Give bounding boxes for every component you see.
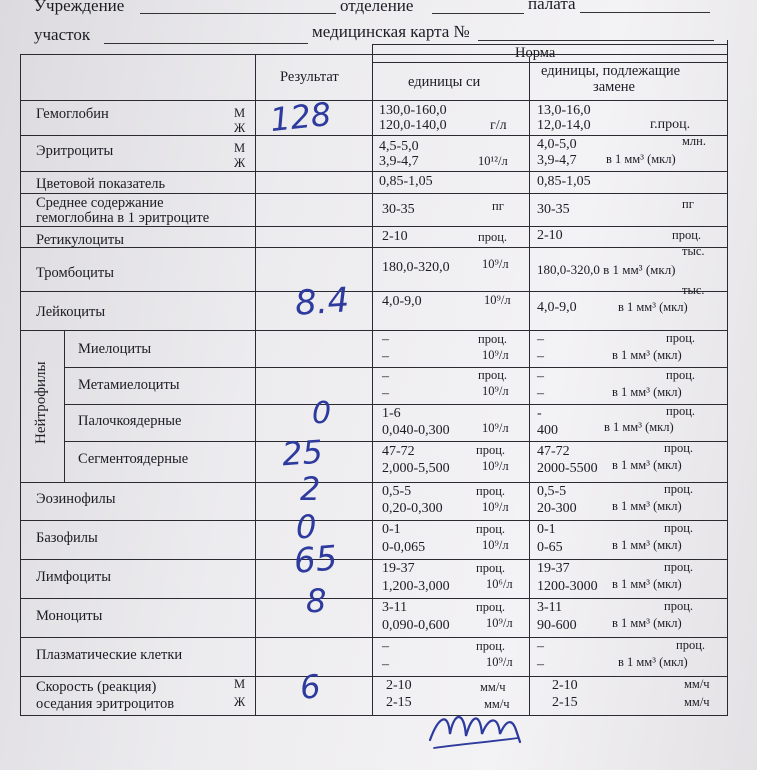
myelocytes-old-1: – (537, 332, 544, 347)
segmented-unit-2: 10⁹/л (482, 459, 509, 473)
erythrocytes-si-unit: 10¹²/л (478, 154, 508, 168)
eosinophils-si-2: 0,20-0,300 (382, 501, 443, 516)
neutrophils-label: Нейтрофилы (33, 361, 49, 444)
reticulocytes-si: 2-10 (382, 229, 408, 244)
lymphocytes-unit-2: 10⁶/л (486, 577, 513, 591)
lymphocytes-unit-1: проц. (476, 561, 506, 575)
monocytes-unit-1: проц. (476, 600, 506, 614)
hemoglobin-old-male: 13,0-16,0 (537, 103, 591, 118)
plasma-old-2: – (537, 657, 544, 672)
monocytes-old-2: 90-600 (537, 618, 577, 633)
metamyelocytes-si-2: – (382, 386, 389, 401)
monocytes-label: Моноциты (36, 608, 103, 624)
myelocytes-unit-2: 10⁹/л (482, 348, 509, 362)
segmented-old-unit-2: в 1 мм³ (мкл) (612, 458, 682, 472)
erythrocytes-si-male: 4,5-5,0 (379, 139, 419, 154)
myelocytes-old-unit-1: проц. (666, 331, 696, 345)
metamyelocytes-si-1: – (382, 369, 389, 384)
metamyelocytes-old-unit-1: проц. (666, 368, 696, 382)
leukocytes-si-unit: 10⁹/л (484, 293, 511, 307)
basophils-old-1: 0-1 (537, 522, 556, 537)
hemoglobin-si-unit: г/л (490, 118, 507, 133)
female-mark: Ж (234, 695, 246, 709)
erythrocytes-label: Эритроциты (36, 143, 114, 159)
metamyelocytes-old-2: – (537, 386, 544, 401)
plasma-cells-label: Плазматические клетки (36, 647, 183, 663)
leukocytes-old-unit: тыс. (682, 283, 705, 297)
plasma-old-unit-1: проц. (676, 638, 706, 652)
color-index-label: Цветовой показатель (36, 176, 166, 192)
myelocytes-si-1: – (382, 332, 389, 347)
lymphocytes-old-unit-2: в 1 мм³ (мкл) (612, 577, 682, 591)
basophils-unit-1: проц. (476, 522, 506, 536)
leukocytes-old: 4,0-9,0 (537, 300, 577, 315)
basophils-old-unit-1: проц. (664, 521, 694, 535)
esr-label: Скорость (реакция) (36, 679, 157, 695)
myelocytes-unit-1: проц. (478, 332, 508, 346)
reticulocytes-label: Ретикулоциты (36, 232, 124, 248)
band-old-1: - (537, 406, 542, 421)
leukocytes-si: 4,0-9,0 (382, 294, 422, 309)
ward-label: палата (528, 0, 576, 13)
lymphocytes-si-1: 19-37 (382, 561, 415, 576)
metamyelocytes-unit-1: проц. (478, 368, 508, 382)
platelets-si: 180,0-320,0 (382, 260, 450, 275)
metamyelocytes-unit-2: 10⁹/л (482, 384, 509, 398)
esr-old-unit-1: мм/ч (684, 677, 710, 691)
lymphocytes-result: 65 (292, 538, 339, 582)
eosinophils-old-unit-1: проц. (664, 482, 694, 496)
segmented-si-1: 47-72 (382, 444, 415, 459)
band-old-unit-2: в 1 мм³ (мкл) (604, 420, 674, 434)
lymphocytes-old-2: 1200-3000 (537, 579, 598, 594)
myelocytes-old-unit-2: в 1 мм³ (мкл) (612, 348, 682, 362)
esr-si-male: 2-10 (386, 678, 412, 693)
esr-label-2: оседания эритроцитов (36, 696, 175, 712)
platelets-si-unit: 10⁹/л (482, 257, 509, 271)
metamyelocytes-old-unit-2: в 1 мм³ (мкл) (612, 385, 682, 399)
band-neutrophils-label: Палочкоядерные (78, 413, 182, 429)
metamyelocytes-old-1: – (537, 369, 544, 384)
monocytes-si-1: 3-11 (382, 600, 408, 615)
basophils-old-2: 0-65 (537, 540, 563, 555)
eosinophils-old-1: 0,5-5 (537, 484, 567, 499)
replace-units-header: единицы, подлежащие (541, 63, 681, 79)
norm-column-header: Норма (515, 45, 556, 61)
band-old-unit-1: проц. (666, 404, 696, 418)
esr-unit-1: мм/ч (480, 680, 506, 694)
band-si-2: 0,040-0,300 (382, 423, 450, 438)
mch-old-unit: пг (682, 197, 694, 211)
esr-result: 6 (298, 667, 323, 707)
hemoglobin-si-male: 130,0-160,0 (379, 103, 447, 118)
hemoglobin-old-female: 12,0-14,0 (537, 118, 591, 133)
band-old-2: 400 (537, 423, 558, 438)
district-label: участок (34, 25, 91, 44)
segmented-result: 25 (280, 432, 324, 474)
platelets-old: 180,0-320,0 в 1 мм³ (мкл) (537, 262, 676, 277)
erythrocytes-old-female: 3,9-4,7 (537, 153, 577, 168)
plasma-si-1: – (382, 639, 389, 654)
plasma-si-2: – (382, 657, 389, 672)
male-mark: М (234, 106, 246, 120)
basophils-label: Базофилы (36, 530, 98, 546)
institution-field-line (140, 13, 336, 14)
basophils-unit-2: 10⁹/л (482, 538, 509, 552)
platelets-label: Тромбоциты (36, 265, 114, 281)
hemoglobin-result: 128 (268, 94, 333, 140)
esr-si-female: 2-15 (386, 695, 412, 710)
basophils-si-1: 0-1 (382, 522, 401, 537)
eosinophils-old-unit-2: в 1 мм³ (мкл) (612, 499, 682, 513)
leukocytes-label: Лейкоциты (36, 304, 106, 320)
si-units-header: единицы си (408, 74, 481, 90)
erythrocytes-old-unit-2: в 1 мм³ (мкл) (606, 152, 676, 166)
replace-units-header-2: замене (593, 79, 635, 95)
myelocytes-label: Миелоциты (78, 341, 152, 357)
mch-si-unit: пг (492, 199, 504, 213)
female-mark: Ж (234, 121, 246, 135)
erythrocytes-old-male: 4,0-5,0 (537, 137, 577, 152)
lymphocytes-label: Лимфоциты (36, 569, 112, 585)
mch-label: Среднее содержание (36, 195, 164, 211)
plasma-old-unit-2: в 1 мм³ (мкл) (618, 655, 688, 669)
monocytes-si-2: 0,090-0,600 (382, 618, 450, 633)
band-si-1: 1-6 (382, 406, 401, 421)
mch-label-2: гемоглобина в 1 эритроците (36, 210, 210, 226)
color-index-si: 0,85-1,05 (379, 174, 433, 189)
segmented-si-2: 2,000-5,500 (382, 461, 450, 476)
band-result: 0 (312, 396, 332, 431)
reticulocytes-old-unit: проц. (672, 228, 702, 242)
ward-field-line (580, 12, 710, 13)
institution-label: Учреждение (34, 0, 125, 15)
monocytes-old-1: 3-11 (537, 600, 563, 615)
color-index-old: 0,85-1,05 (537, 174, 591, 189)
leukocytes-result: 8.4 (293, 280, 351, 324)
male-mark: М (234, 677, 246, 691)
female-mark: Ж (234, 156, 246, 170)
district-field-line (104, 43, 308, 44)
plasma-unit-1: проц. (476, 639, 506, 653)
basophils-result: 0 (296, 508, 317, 546)
eosinophils-si-1: 0,5-5 (382, 484, 412, 499)
lymphocytes-old-unit-1: проц. (664, 560, 694, 574)
reticulocytes-old: 2-10 (537, 228, 563, 243)
esr-old-male: 2-10 (552, 678, 578, 693)
esr-old-female: 2-15 (552, 695, 578, 710)
hemoglobin-old-unit: г.проц. (650, 117, 691, 132)
eosinophils-label: Эозинофилы (36, 491, 116, 507)
result-column-header: Результат (280, 69, 339, 85)
band-unit-2: 10⁹/л (482, 421, 509, 435)
segmented-old-2: 2000-5500 (537, 461, 598, 476)
department-label: отделение (340, 0, 414, 15)
plasma-unit-2: 10⁹/л (486, 655, 513, 669)
medical-card-field-line (478, 40, 714, 41)
monocytes-old-unit-1: проц. (664, 599, 694, 613)
mch-old: 30-35 (537, 202, 570, 217)
segmented-old-1: 47-72 (537, 444, 570, 459)
lymphocytes-si-2: 1,200-3,000 (382, 579, 450, 594)
lymphocytes-old-1: 19-37 (537, 561, 570, 576)
basophils-si-2: 0-0,065 (382, 540, 426, 555)
eosinophils-result: 2 (300, 470, 321, 508)
mch-si: 30-35 (382, 202, 415, 217)
basophils-old-unit-2: в 1 мм³ (мкл) (612, 538, 682, 552)
hemoglobin-label: Гемоглобин (36, 106, 109, 122)
metamyelocytes-label: Метамиелоциты (78, 377, 180, 393)
leukocytes-old-unit-2: в 1 мм³ (мкл) (618, 300, 688, 314)
reticulocytes-si-unit: проц. (478, 230, 508, 244)
segmented-unit-1: проц. (476, 443, 506, 457)
esr-unit-2: мм/ч (484, 697, 510, 711)
myelocytes-si-2: – (382, 349, 389, 364)
hemoglobin-si-female: 120,0-140,0 (379, 118, 447, 133)
signature-scribble (420, 700, 560, 760)
myelocytes-old-2: – (537, 349, 544, 364)
department-field-line (432, 13, 524, 14)
eosinophils-unit-1: проц. (476, 484, 506, 498)
medical-card-label: медицинская карта № (312, 22, 470, 41)
platelets-old-unit: тыс. (682, 244, 705, 258)
eosinophils-old-2: 20-300 (537, 501, 577, 516)
esr-old-unit-2: мм/ч (684, 695, 710, 709)
plasma-old-1: – (537, 639, 544, 654)
male-mark: М (234, 141, 246, 155)
monocytes-old-unit-2: в 1 мм³ (мкл) (612, 616, 682, 630)
segmented-old-unit-1: проц. (664, 441, 694, 455)
eosinophils-unit-2: 10⁹/л (482, 500, 509, 514)
monocytes-result: 8 (306, 582, 327, 620)
erythrocytes-si-female: 3,9-4,7 (379, 154, 419, 169)
erythrocytes-old-unit: млн. (682, 134, 706, 148)
segmented-neutrophils-label: Сегментоядерные (78, 451, 189, 467)
monocytes-unit-2: 10⁹/л (486, 616, 513, 630)
